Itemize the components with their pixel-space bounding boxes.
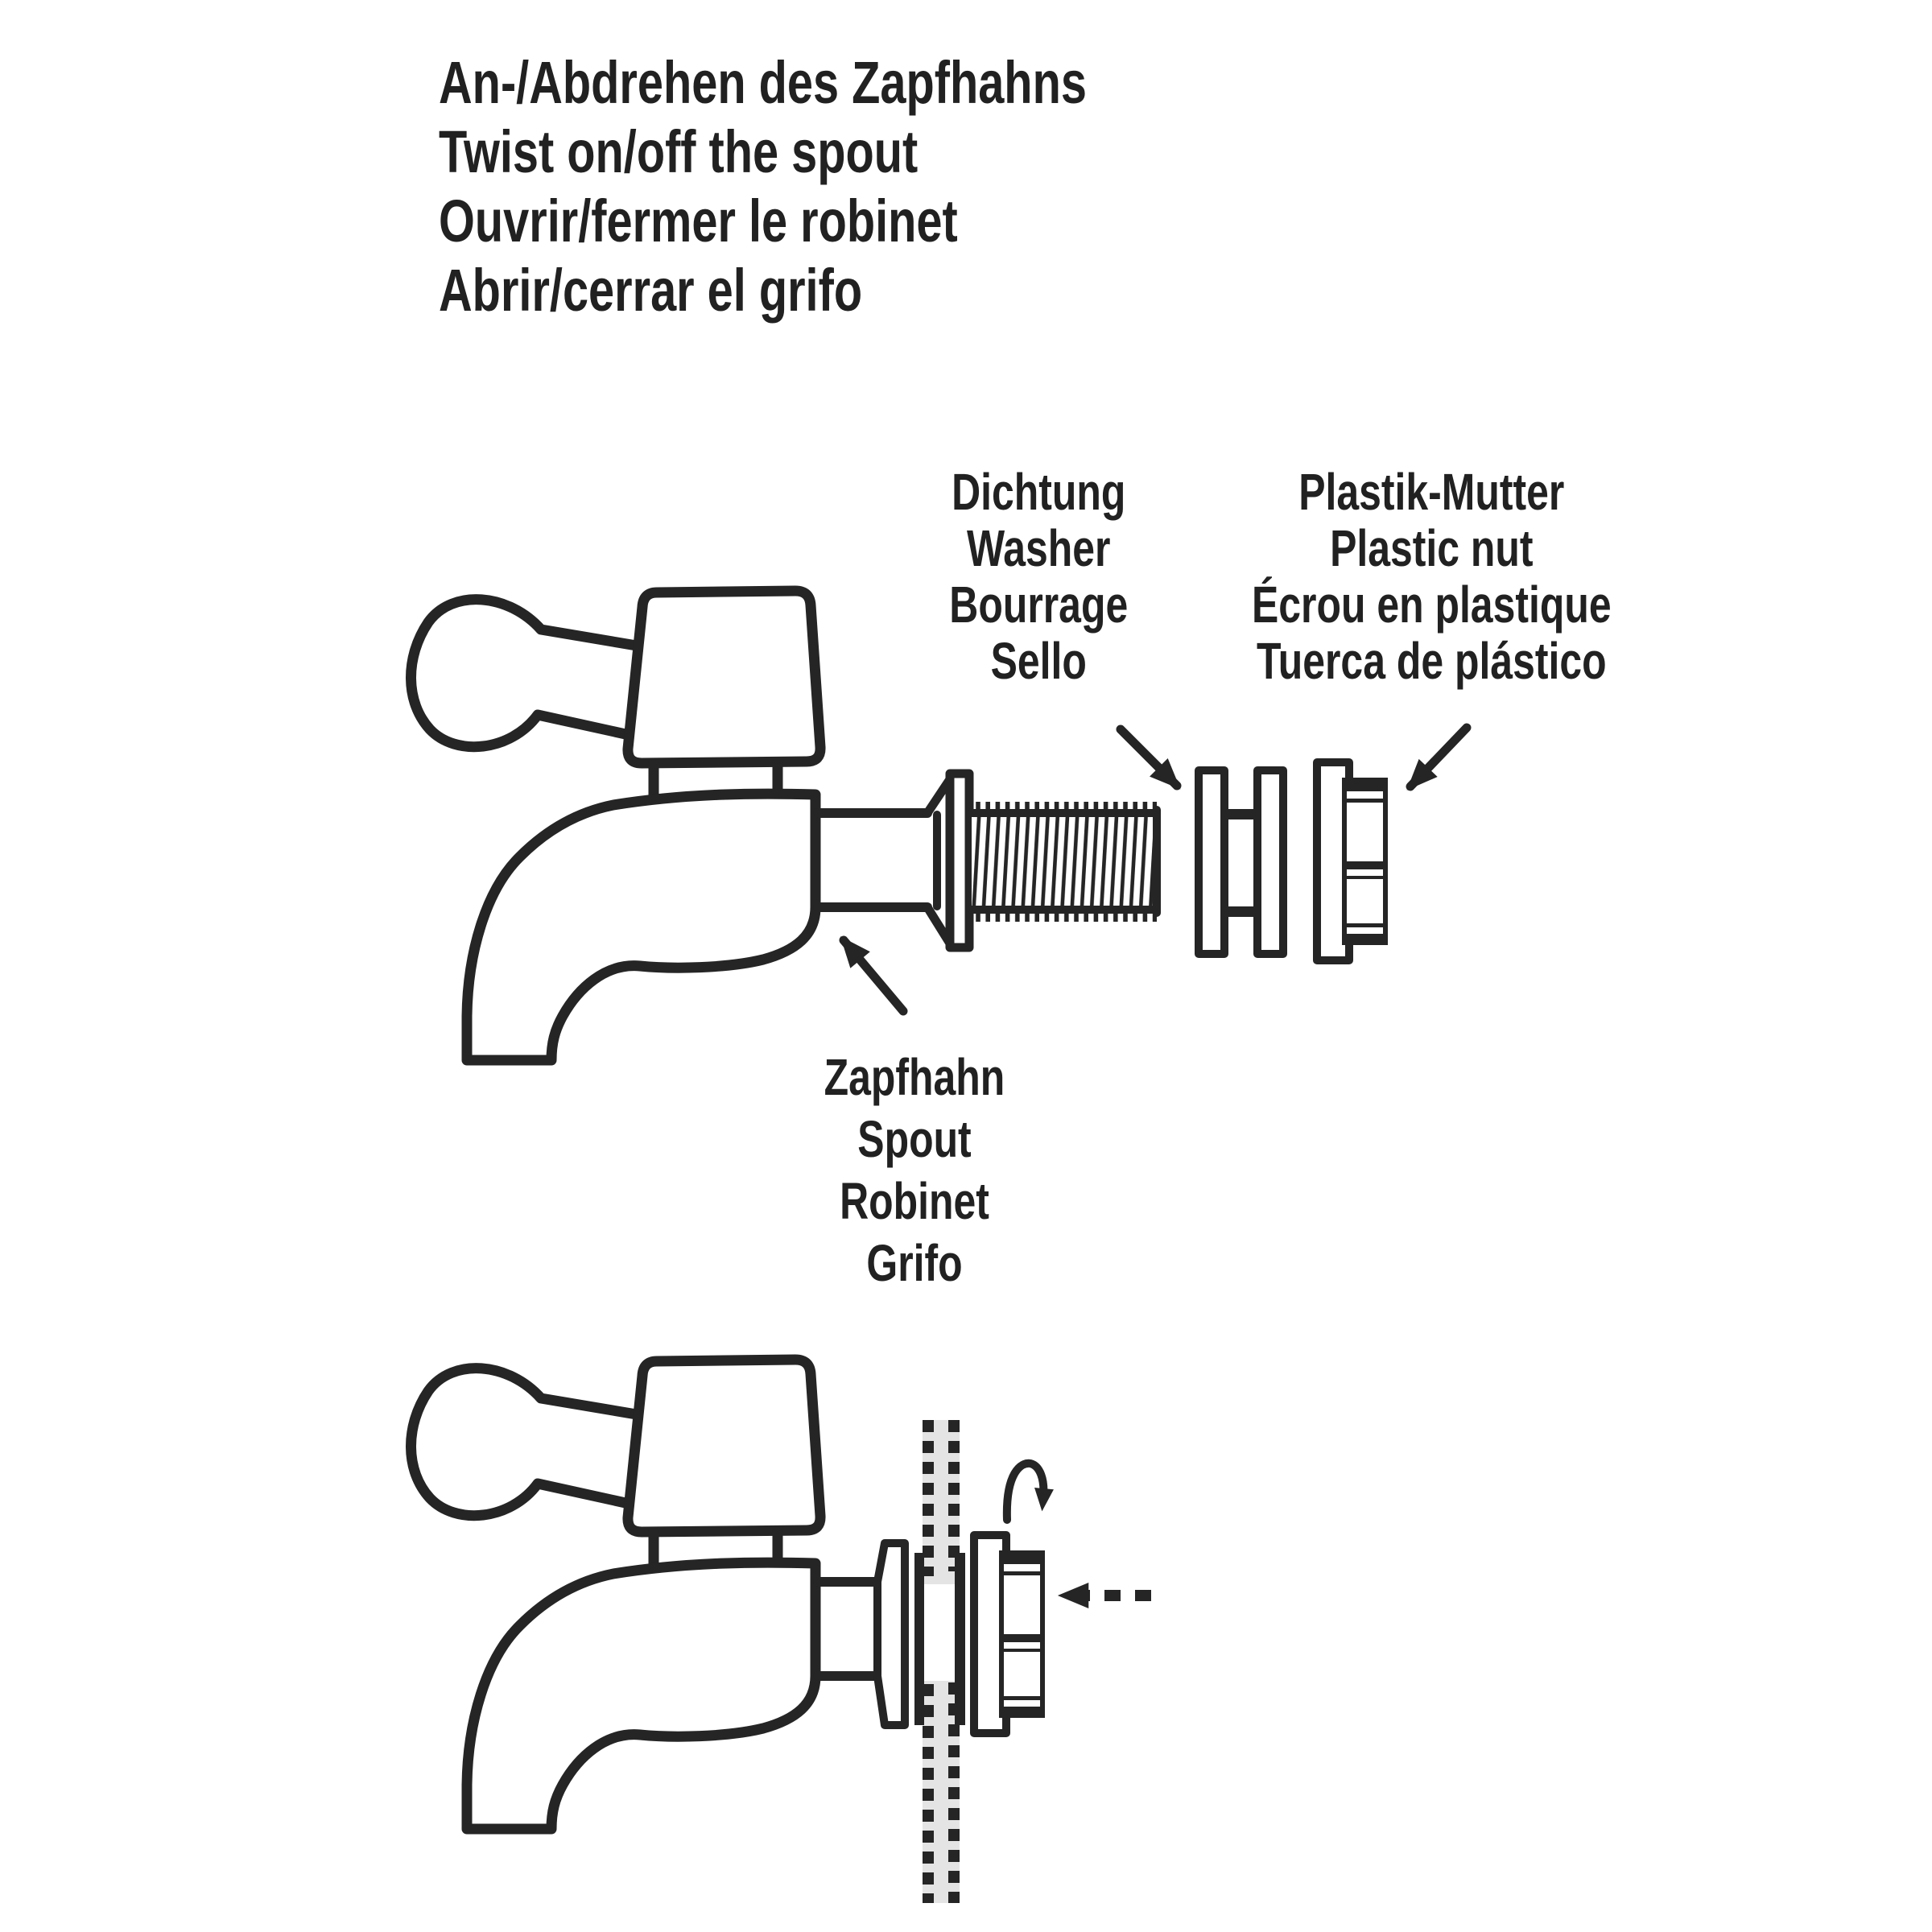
washer-label-german: Dichtung	[951, 463, 1126, 521]
washer-face-right	[955, 1553, 965, 1725]
nut-pointer-arrow-icon	[1410, 728, 1467, 786]
flange-collar	[950, 774, 969, 947]
plastic-nut-icon	[1317, 762, 1388, 960]
title-line-spanish: Abrir/cerrar el grifo	[439, 257, 863, 324]
rotate-arrow-icon	[1007, 1463, 1044, 1520]
spout-icon-installed	[411, 1360, 820, 1829]
washer-label-spanish: Sello	[990, 632, 1087, 690]
plastic-nut-icon-installed	[974, 1535, 1045, 1733]
title-line-german: An-/Abdrehen des Zapfhahns	[439, 49, 1087, 116]
washer-bore-top	[1223, 809, 1259, 819]
nut-label-french: Écrou en plastique	[1251, 576, 1612, 634]
washer-ring-right	[1257, 770, 1283, 954]
spout-label-spanish: Grifo	[866, 1234, 963, 1292]
spout-pointer-arrow-icon	[844, 940, 903, 1011]
washer-label-french: Bourrage	[949, 576, 1128, 634]
washer-icon	[1199, 770, 1283, 954]
washer-ring-left	[1199, 770, 1224, 954]
thread-hatch	[972, 815, 1157, 908]
spout-icon	[411, 591, 820, 1060]
spout-label-french: Robinet	[840, 1172, 989, 1230]
washer-face-left	[914, 1553, 924, 1725]
nut-label-spanish: Tuerca de plástico	[1256, 632, 1607, 690]
washer-pointer-arrow-icon	[1121, 729, 1177, 786]
washer-bore-bottom	[1223, 906, 1259, 917]
nut-label-german: Plastik-Mutter	[1298, 463, 1565, 521]
title-line-english: Twist on/off the spout	[439, 118, 919, 185]
spout-label-english: Spout	[857, 1110, 972, 1168]
spout-label-german: Zapfhahn	[824, 1048, 1005, 1106]
flange-collar-installed	[877, 1543, 905, 1725]
threaded-shank-icon	[818, 774, 1157, 947]
installed-view	[411, 1360, 1151, 1903]
nut-label-english: Plastic nut	[1329, 519, 1534, 577]
title-block	[439, 48, 1269, 325]
title-line-french: Ouvrir/fermer le robinet	[439, 188, 958, 254]
washer-label-english: Washer	[966, 519, 1111, 577]
